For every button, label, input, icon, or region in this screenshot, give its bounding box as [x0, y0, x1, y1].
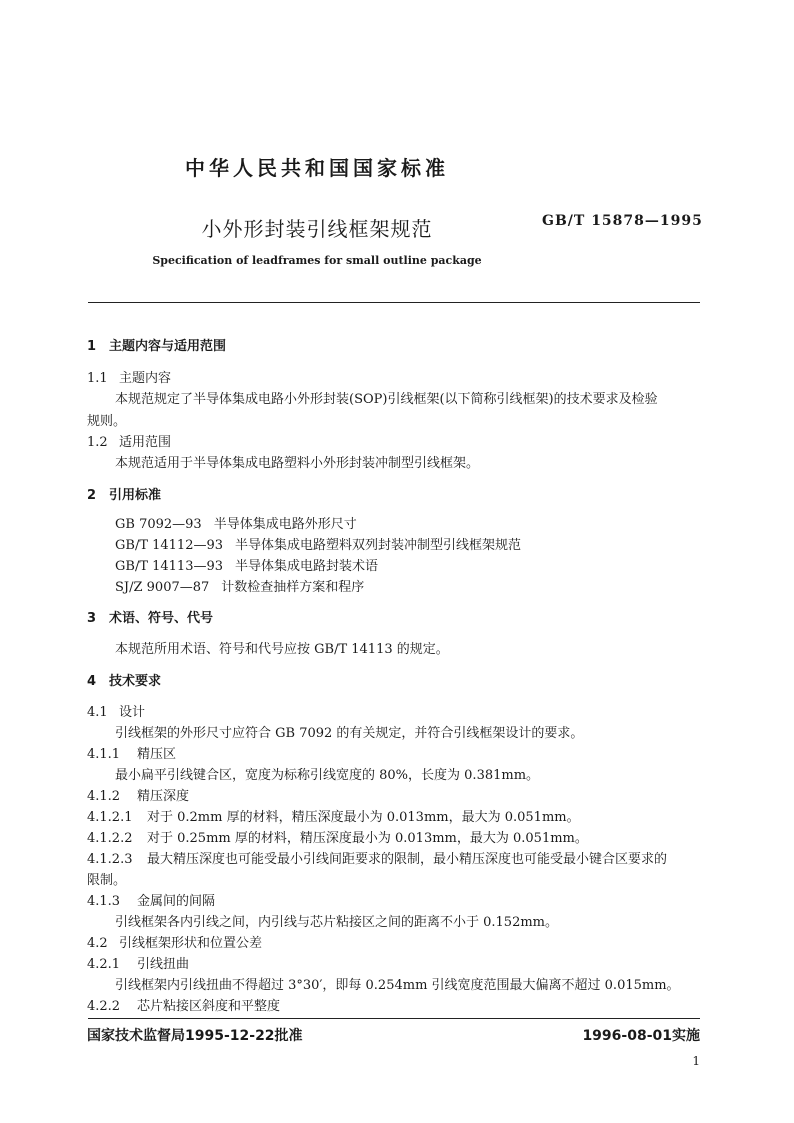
reference-standard: GB/T 14113—93 半导体集成电路封装术语: [115, 559, 379, 574]
english-title: Specification of leadframes for small outline package: [152, 254, 482, 267]
section-1-2-text: 本规范适用于半导体集成电路塑料小外形封装冲制型引线框架。: [115, 456, 480, 471]
footer-divider: [88, 1018, 700, 1019]
section-3-text: 本规范所用术语、符号和代号应按 GB/T 14113 的规定。: [115, 642, 449, 657]
section-4-1-2-3-cont: 限制。: [87, 873, 127, 888]
section-4-1-3-text: 引线框架各内引线之间，内引线与芯片粘接区之间的距离不小于 0.152mm。: [115, 915, 559, 930]
header-divider: [88, 302, 700, 303]
page-number: 1: [692, 1054, 700, 1068]
section-4-1-3-heading: 4.1.3 金属间的间隔: [87, 894, 216, 909]
section-1-heading: 1 主题内容与适用范围: [87, 339, 227, 354]
document-title: 小外形封装引线框架规范: [201, 217, 433, 241]
section-4-2-1-heading: 4.2.1 引线扭曲: [87, 957, 190, 972]
reference-standard: GB 7092—93 半导体集成电路外形尺寸: [115, 517, 357, 532]
section-3-heading: 3 术语、符号、代号: [87, 611, 214, 626]
section-4-1-2-heading: 4.1.2 精压深度: [87, 789, 190, 804]
section-4-2-2-heading: 4.2.2 芯片粘接区斜度和平整度: [87, 999, 281, 1014]
section-4-2-heading: 4.2 引线框架形状和位置公差: [87, 936, 263, 951]
reference-standard: SJ/Z 9007—87 计数检查抽样方案和程序: [115, 580, 365, 595]
section-1-1-heading: 1.1 主题内容: [87, 371, 172, 386]
section-1-1-text-line1: 本规范规定了半导体集成电路小外形封装(SOP)引线框架(以下简称引线框架)的技术要求及检验: [115, 392, 658, 407]
section-4-1-heading: 4.1 设计: [87, 705, 146, 720]
section-4-1-2-3: 4.1.2.3 最大精压深度也可能受最小引线间距要求的限制，最小精压深度也可能受最小键合区要求的: [87, 852, 668, 867]
section-4-1-1-heading: 4.1.1 精压区: [87, 747, 177, 762]
standard-code: GB/T 15878—1995: [542, 213, 703, 229]
section-4-1-text: 引线框架的外形尺寸应符合 GB 7092 的有关规定，并符合引线框架设计的要求。: [115, 726, 584, 741]
standard-organization: 中华人民共和国国家标准: [185, 156, 449, 180]
approval-date: 国家技术监督局1995-12-22批准: [87, 1028, 303, 1044]
section-1-2-heading: 1.2 适用范围: [87, 435, 172, 450]
section-4-1-2-1: 4.1.2.1 对于 0.2mm 厚的材料，精压深度最小为 0.013mm，最大为 0.051mm。: [87, 810, 580, 825]
effective-date: 1996-08-01实施: [582, 1028, 700, 1044]
section-4-1-2-2: 4.1.2.2 对于 0.25mm 厚的材料，精压深度最小为 0.013mm，最大为 0.051mm。: [87, 831, 588, 846]
section-4-heading: 4 技术要求: [87, 674, 162, 689]
section-1-1-text-line2: 规则。: [87, 414, 127, 429]
reference-standard: GB/T 14112—93 半导体集成电路塑料双列封装冲制型引线框架规范: [115, 538, 522, 553]
section-2-heading: 2 引用标准: [87, 488, 162, 503]
section-4-1-1-text: 最小扁平引线键合区，宽度为标称引线宽度的 80%，长度为 0.381mm。: [115, 768, 540, 783]
section-4-2-1-text: 引线框架内引线扭曲不得超过 3°30′，即每 0.254mm 引线宽度范围最大偏离不超过 0.015mm。: [115, 978, 680, 993]
